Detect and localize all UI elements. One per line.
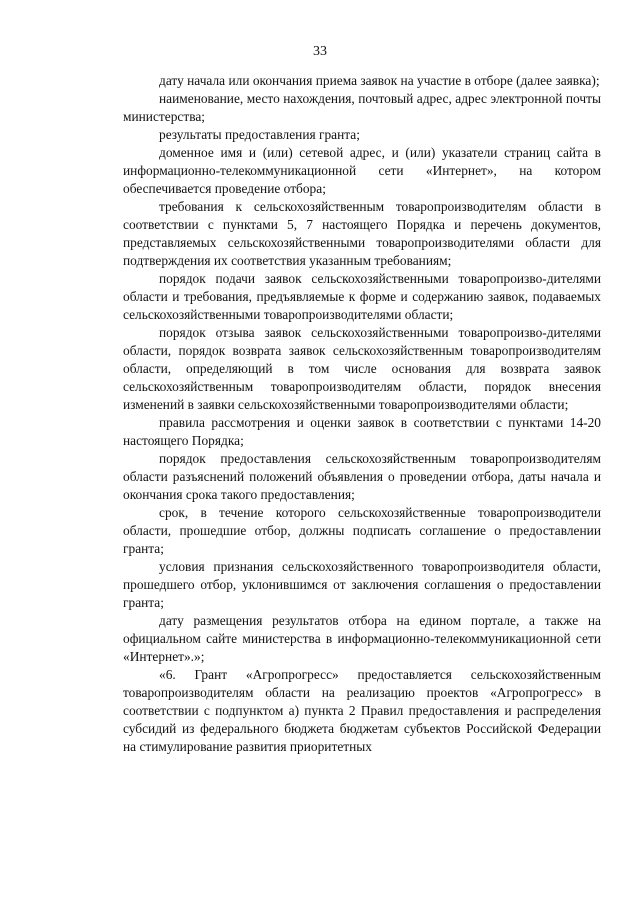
paragraph-review-rules: правила рассмотрения и оценки заявок в соответствии с пунктами 14-20 настоящего Порядка; [123, 415, 601, 448]
paragraph-withdrawal-order: порядок отзыва заявок сельскохозяйственными товаропроизво-дителями области, порядок возврата заявок сельскохозяйственным товаропроизводителям области, определяющий в том числе основания для возврата заявок сельскохозяйственным товаропроизводителям области, порядок внесения изменений в заявки сельскохозяйственными товаропроизводителями области; [123, 325, 601, 412]
paragraph-requirements: требования к сельскохозяйственным товаропроизводителям области в соответствии с пунктами 5, 7 настоящего Порядка и перечень документов, представляемых сельскохозяйственными товаропроизводителями области для подтверждения их соответствия указанным требованиям; [123, 199, 601, 268]
paragraph-submission-order: порядок подачи заявок сельскохозяйственными товаропроизво-дителями области и требования, предъявляемые к форме и содержанию заявок, подаваемых сельскохозяйственными товаропроизводителями области; [123, 271, 601, 322]
paragraph-results-publication: дату размещения результатов отбора на едином портале, а также на официальном сайте министерства в информационно-телекоммуникационной сети «Интернет».»; [123, 613, 601, 664]
paragraph-agreement-term: срок, в течение которого сельскохозяйственные товаропроизводители области, прошедшие отбор, должны подписать соглашение о предоставлении гранта; [123, 505, 601, 556]
paragraph-application-dates: дату начала или окончания приема заявок на участие в отборе (далее заявка); [159, 73, 600, 88]
paragraph-evasion-conditions: условия признания сельскохозяйственного товаропроизводителя области, прошедшего отбор, уклонившимся от заключения соглашения о предоставлении гранта; [123, 559, 601, 610]
paragraph-ministry-details: наименование, место нахождения, почтовый адрес, адрес электронной почты министерства; [123, 91, 601, 124]
paragraph-clarifications: порядок предоставления сельскохозяйственным товаропроизводителям области разъяснений положений объявления о проведении отбора, даты начала и окончания срока такого предоставления; [123, 451, 601, 502]
page-number: 33 [313, 44, 327, 59]
paragraph-domain-name: доменное имя и (или) сетевой адрес, и (или) указатели страниц сайта в информационно-телекоммуникационной сети «Интернет», на котором обеспечивается проведение отбора; [123, 145, 601, 196]
document-body [123, 72, 601, 756]
paragraph-grant-results: результаты предоставления гранта; [159, 127, 360, 142]
paragraph-agroprogress-grant: «6. Грант «Агропрогресс» предоставляется сельскохозяйственным товаропроизводителям области на реализацию проектов «Агропрогресс» в соответствии с подпунктом а) пункта 2 Правил предоставления и распределения субсидий из федерального бюджета бюджетам субъектов Российской Федерации на стимулирование развития приоритетных [123, 667, 601, 754]
